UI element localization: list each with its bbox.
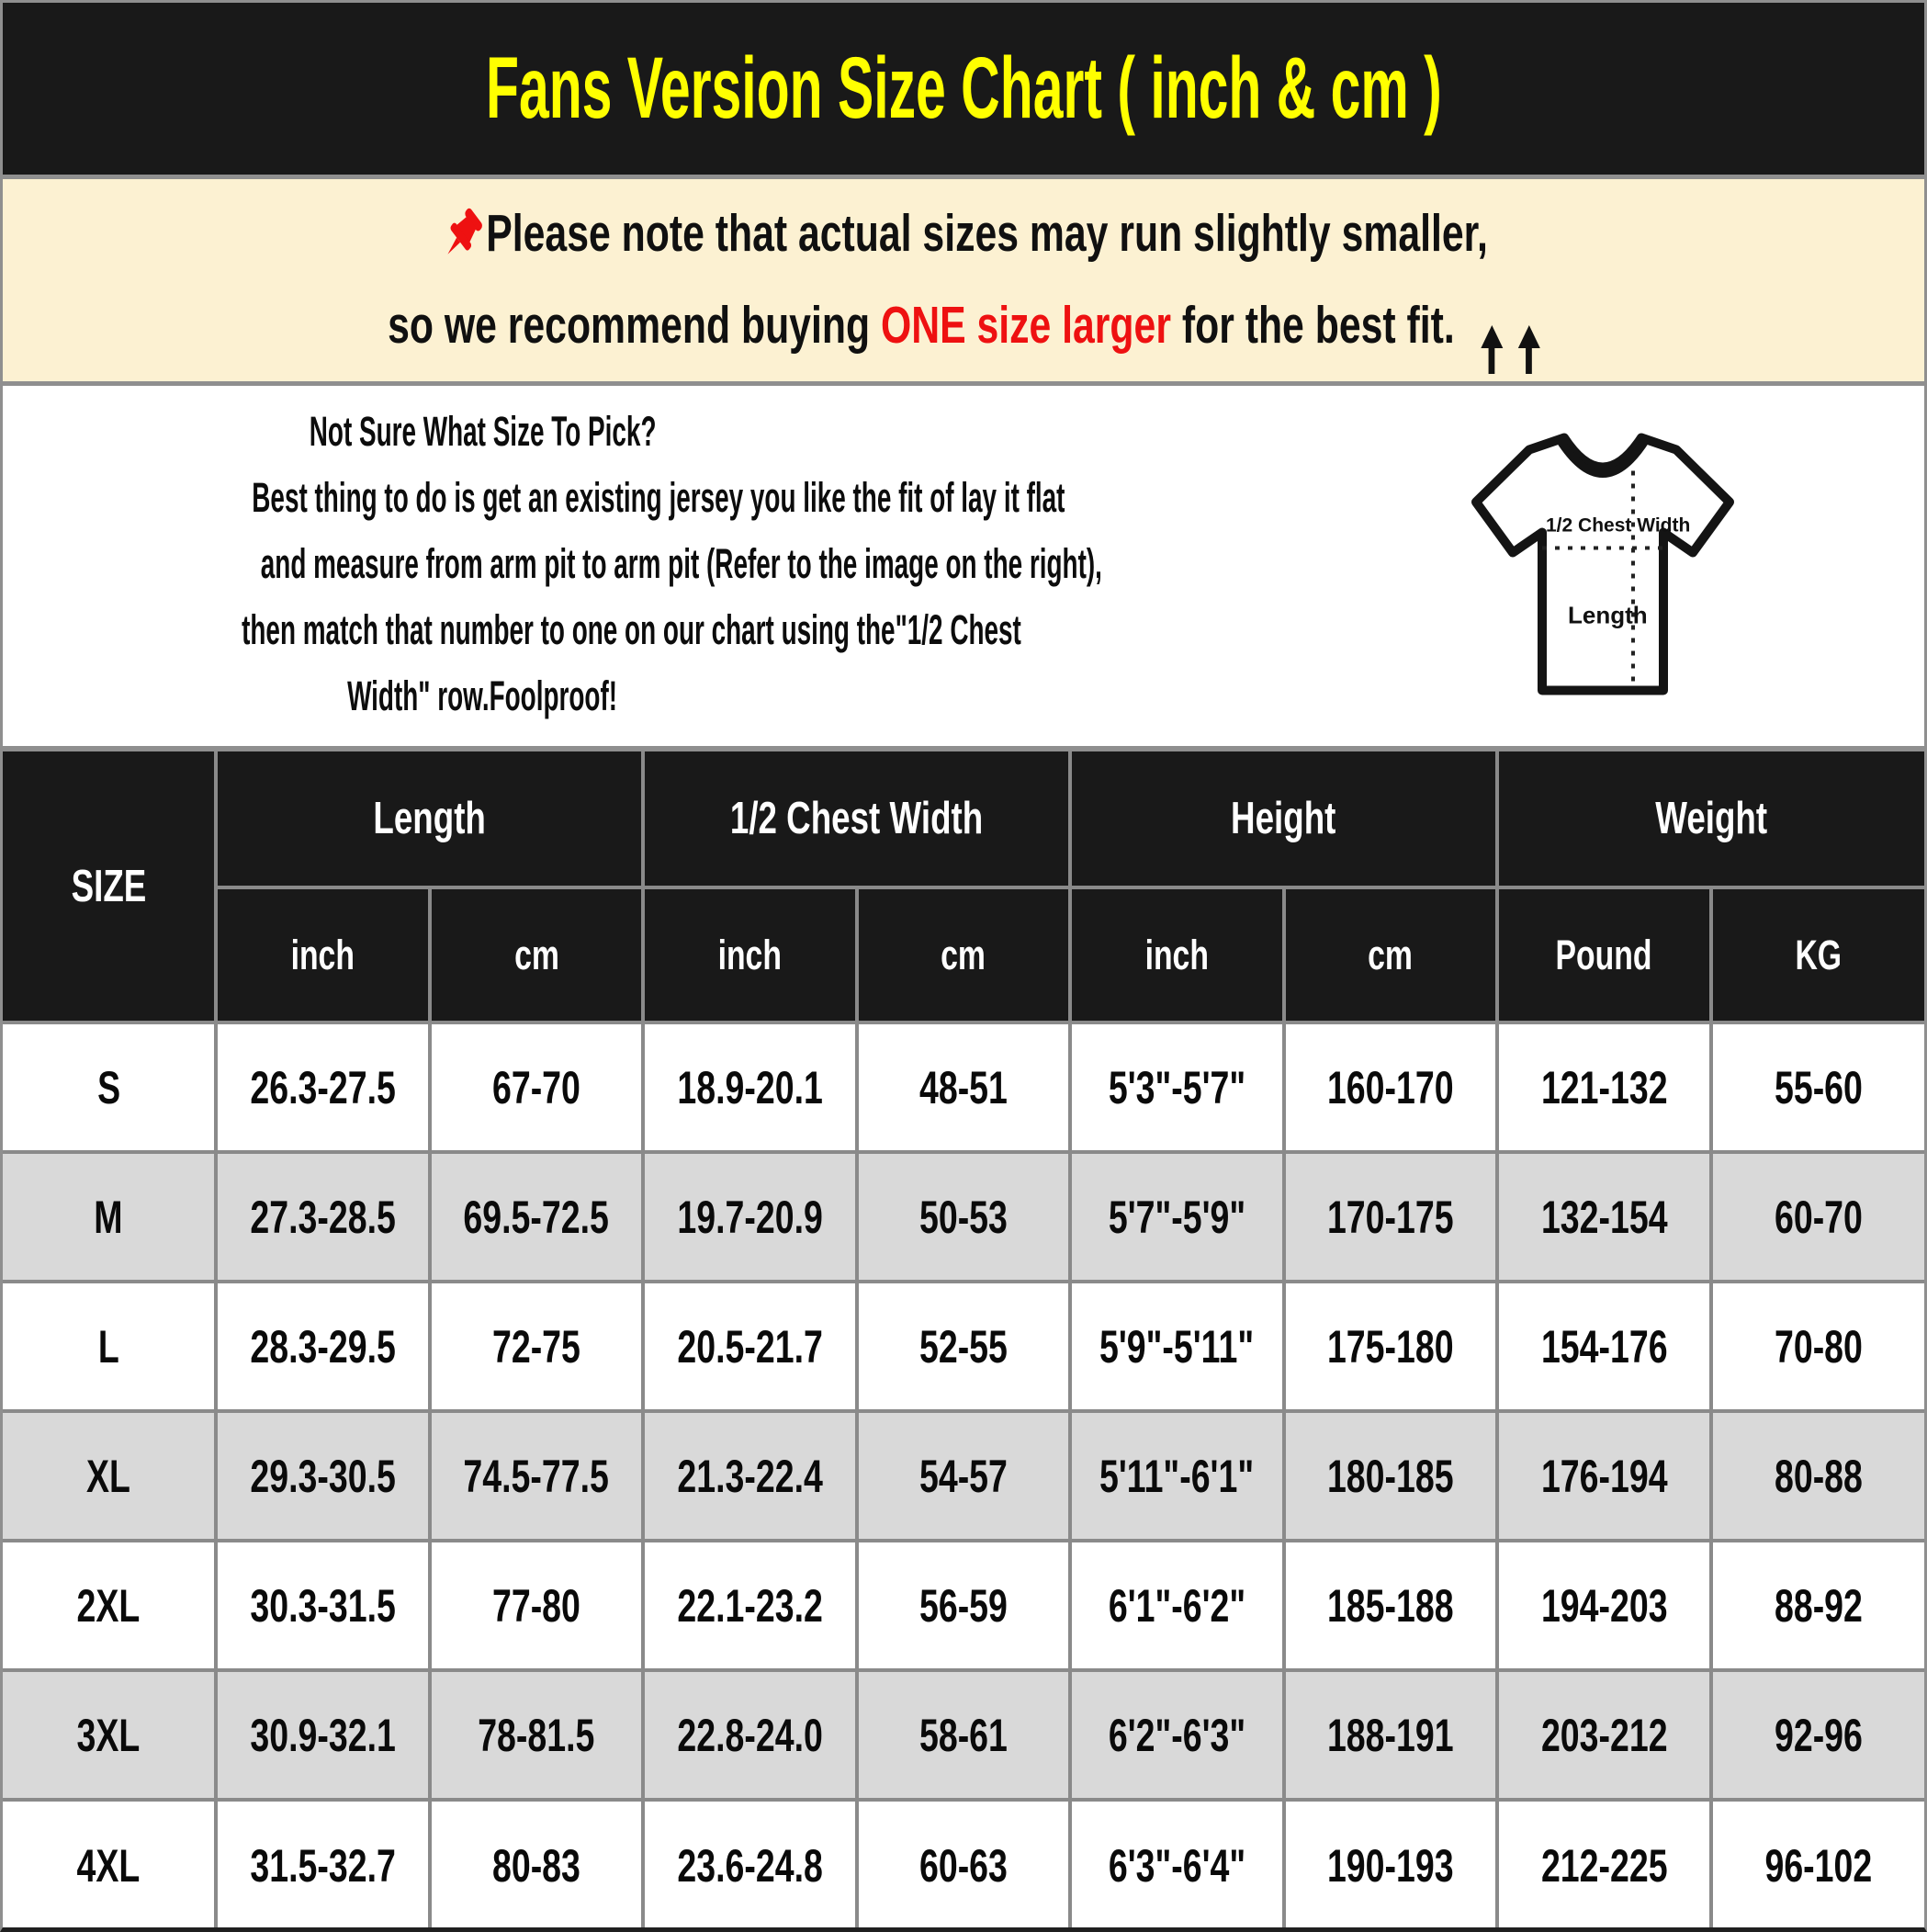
value-cell: 160-170 — [1284, 1022, 1497, 1152]
diagram-length-label: Length — [1568, 601, 1648, 629]
value-cell: 78-81.5 — [430, 1670, 643, 1800]
value-cell: 77-80 — [430, 1541, 643, 1670]
header-unit: Pound — [1497, 887, 1710, 1022]
size-cell: XL — [3, 1411, 216, 1541]
header-unit: inch — [643, 887, 856, 1022]
table-row — [3, 1282, 1924, 1411]
size-cell: M — [3, 1152, 216, 1282]
value-cell: 30.9-32.1 — [216, 1670, 429, 1800]
value-cell: 72-75 — [430, 1282, 643, 1411]
value-cell: 60-70 — [1711, 1152, 1925, 1282]
value-cell: 69.5-72.5 — [430, 1152, 643, 1282]
note-band — [3, 179, 1924, 381]
value-cell: 188-191 — [1284, 1670, 1497, 1800]
value-cell: 154-176 — [1497, 1282, 1710, 1411]
header-unit: cm — [857, 887, 1070, 1022]
value-cell: 21.3-22.4 — [643, 1411, 856, 1541]
value-cell: 88-92 — [1711, 1541, 1925, 1670]
value-cell: 96-102 — [1711, 1800, 1925, 1929]
value-cell: 31.5-32.7 — [216, 1800, 429, 1929]
instructions-line: and measure from arm pit to arm pit (Refer to the image on the right), — [260, 540, 1102, 587]
table-row — [3, 1152, 1924, 1282]
value-cell: 22.8-24.0 — [643, 1670, 856, 1800]
title-bar — [3, 3, 1924, 175]
value-cell: 50-53 — [857, 1152, 1070, 1282]
table-unit-header-row — [3, 887, 1924, 1022]
value-cell: 190-193 — [1284, 1800, 1497, 1929]
value-cell: 28.3-29.5 — [216, 1282, 429, 1411]
value-cell: 5'7"-5'9" — [1070, 1152, 1283, 1282]
up-arrow-icon — [1481, 325, 1503, 374]
table-row — [3, 1800, 1924, 1929]
value-cell: 203-212 — [1497, 1670, 1710, 1800]
header-group-weight: Weight — [1497, 751, 1924, 887]
value-cell: 80-88 — [1711, 1411, 1925, 1541]
value-cell: 20.5-21.7 — [643, 1282, 856, 1411]
value-cell: 121-132 — [1497, 1022, 1710, 1152]
value-cell: 92-96 — [1711, 1670, 1925, 1800]
value-cell: 194-203 — [1497, 1541, 1710, 1670]
tshirt-diagram — [1465, 405, 1741, 727]
instructions-line: Best thing to do is get an existing jersey you like the fit of lay it flat — [252, 474, 1065, 521]
value-cell: 60-63 — [857, 1800, 1070, 1929]
header-size: SIZE — [3, 751, 216, 1022]
note-line-1 — [265, 187, 1662, 279]
size-cell: 3XL — [3, 1670, 216, 1800]
value-cell: 74.5-77.5 — [430, 1411, 643, 1541]
value-cell: 58-61 — [857, 1670, 1070, 1800]
instructions-line: then match that number to one on our chart using the"1/2 Chest — [242, 606, 1021, 653]
instructions-line: Width" row.Foolproof! — [347, 672, 618, 719]
size-cell: 4XL — [3, 1800, 216, 1929]
value-cell: 176-194 — [1497, 1411, 1710, 1541]
pushpin-icon — [439, 205, 485, 266]
note-text-2-prefix: so we recommend buying — [387, 295, 881, 355]
value-cell: 54-57 — [857, 1411, 1070, 1541]
instructions-heading: Not Sure What Size To Pick? — [309, 408, 657, 455]
table-row — [3, 1541, 1924, 1670]
value-cell: 212-225 — [1497, 1800, 1710, 1929]
value-cell: 30.3-31.5 — [216, 1541, 429, 1670]
header-unit: cm — [430, 887, 643, 1022]
header-unit: KG — [1711, 887, 1925, 1022]
value-cell: 5'11"-6'1" — [1070, 1411, 1283, 1541]
value-cell: 67-70 — [430, 1022, 643, 1152]
note-text-1: Please note that actual sizes may run slightly smaller, — [486, 203, 1488, 263]
value-cell: 19.7-20.9 — [643, 1152, 856, 1282]
value-cell: 6'2"-6'3" — [1070, 1670, 1283, 1800]
value-cell: 22.1-23.2 — [643, 1541, 856, 1670]
size-cell: 2XL — [3, 1541, 216, 1670]
table-row — [3, 1670, 1924, 1800]
value-cell: 80-83 — [430, 1800, 643, 1929]
page-title: Fans Version Size Chart ( inch & cm ) — [485, 40, 1442, 137]
note-line-2 — [196, 279, 1732, 374]
diagram-chest-label: 1/2 Chest Width — [1546, 514, 1691, 537]
value-cell: 6'3"-6'4" — [1070, 1800, 1283, 1929]
value-cell: 23.6-24.8 — [643, 1800, 856, 1929]
table-row — [3, 1022, 1924, 1152]
header-unit: inch — [1070, 887, 1283, 1022]
table-row — [3, 1411, 1924, 1541]
value-cell: 48-51 — [857, 1022, 1070, 1152]
value-cell: 6'1"-6'2" — [1070, 1541, 1283, 1670]
header-group-height: Height — [1070, 751, 1497, 887]
value-cell: 175-180 — [1284, 1282, 1497, 1411]
note-text-2-suffix: for the best fit. — [1170, 295, 1466, 355]
value-cell: 70-80 — [1711, 1282, 1925, 1411]
tshirt-icon — [1465, 405, 1741, 722]
value-cell: 5'9"-5'11" — [1070, 1282, 1283, 1411]
header-unit: cm — [1284, 887, 1497, 1022]
value-cell: 5'3"-5'7" — [1070, 1022, 1283, 1152]
value-cell: 29.3-30.5 — [216, 1411, 429, 1541]
value-cell: 18.9-20.1 — [643, 1022, 856, 1152]
value-cell: 55-60 — [1711, 1022, 1925, 1152]
value-cell: 185-188 — [1284, 1541, 1497, 1670]
value-cell: 26.3-27.5 — [216, 1022, 429, 1152]
size-cell: S — [3, 1022, 216, 1152]
size-cell: L — [3, 1282, 216, 1411]
value-cell: 132-154 — [1497, 1152, 1710, 1282]
value-cell: 180-185 — [1284, 1411, 1497, 1541]
header-unit: inch — [216, 887, 429, 1022]
note-text-2-highlight: ONE size larger — [880, 295, 1171, 355]
header-group-length: Length — [216, 751, 643, 887]
up-arrow-icon — [1517, 325, 1539, 374]
instructions-text — [3, 386, 1102, 746]
table-group-header-row — [3, 751, 1924, 887]
value-cell: 52-55 — [857, 1282, 1070, 1411]
value-cell: 56-59 — [857, 1541, 1070, 1670]
instructions-section — [3, 386, 1924, 746]
value-cell: 27.3-28.5 — [216, 1152, 429, 1282]
value-cell: 170-175 — [1284, 1152, 1497, 1282]
size-table — [3, 751, 1924, 1929]
header-group-chest-width: 1/2 Chest Width — [643, 751, 1070, 887]
